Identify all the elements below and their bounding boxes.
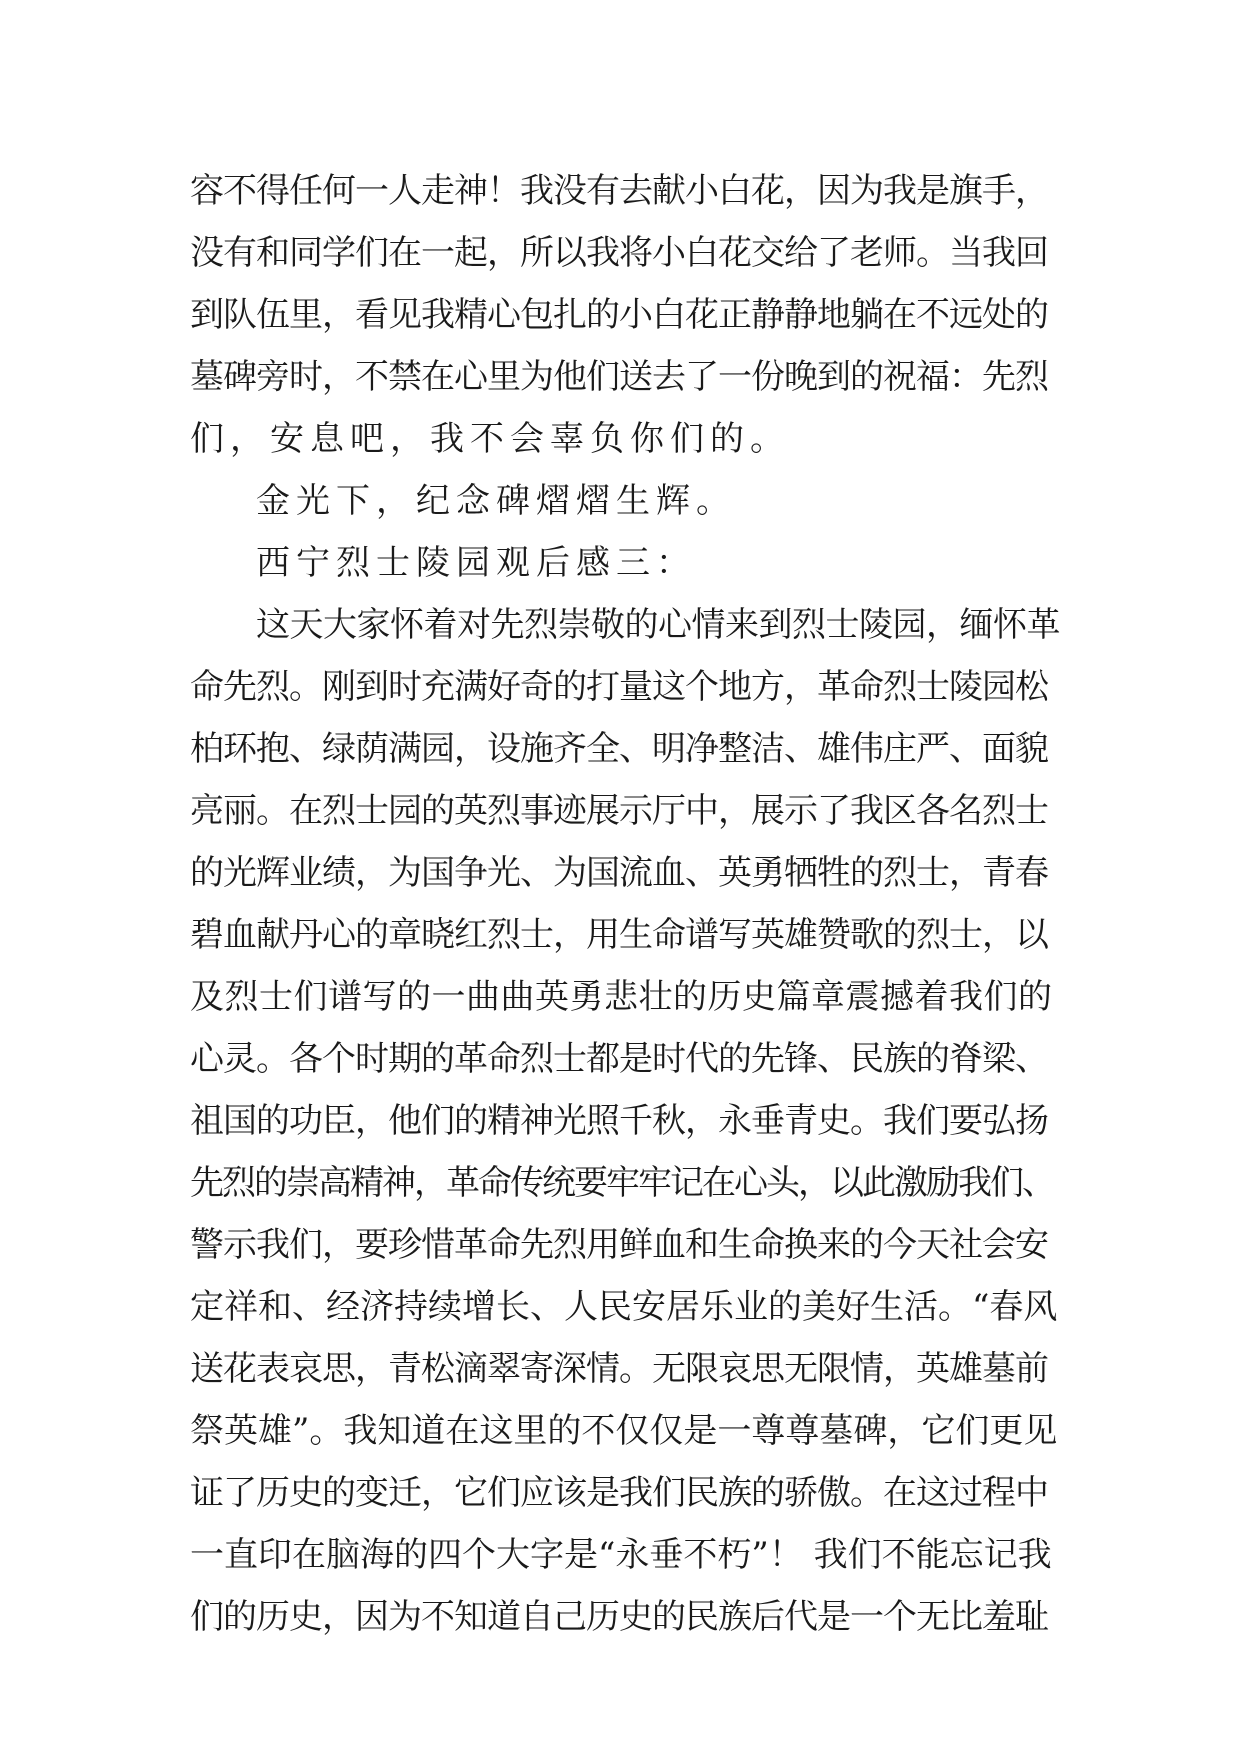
text-line: 先烈的崇高精神，革命传统要牢牢记在心头，以此激励我们、 — [190, 1163, 1054, 1203]
text-line: 碧血献丹心的章晓红烈士，用生命谱写英雄赞歌的烈士，以 — [190, 915, 1048, 955]
text-line: 及烈士们谱写的一曲曲英勇悲壮的历史篇章震撼着我们的 — [190, 977, 1053, 1017]
text-line: 没有和同学们在一起，所以我将小白花交给了老师。当我回 — [190, 233, 1048, 273]
text-line: 送花表哀思，青松滴翠寄深情。无限哀思无限情，英雄墓前 — [190, 1349, 1048, 1389]
text-line: 祭英雄”。我知道在这里的不仅仅是一尊尊墓碑，它们更见 — [190, 1411, 1058, 1451]
text-line: 金光下，纪念碑熠熠生辉。 — [256, 481, 736, 521]
text-line: 定祥和、经济持续增长、人民安居乐业的美好生活。“春风 — [190, 1287, 1058, 1327]
text-line: 命先烈。刚到时充满好奇的打量这个地方，革命烈士陵园松 — [190, 667, 1048, 707]
text-line: 这天大家怀着对先烈崇敬的心情来到烈士陵园，缅怀革 — [256, 605, 1060, 645]
text-line: 祖国的功臣，他们的精神光照千秋，永垂青史。我们要弘扬 — [190, 1101, 1048, 1141]
text-line: 们的历史，因为不知道自己历史的民族后代是一个无比羞耻 — [190, 1597, 1048, 1637]
text-line: 容不得任何一人走神！我没有去献小白花，因为我是旗手， — [190, 171, 1048, 211]
document-body — [190, 160, 1060, 1648]
text-line: 一直印在脑海的四个大字是“永垂不朽”！ 我们不能忘记我 — [190, 1535, 1052, 1575]
text-line: 墓碑旁时，不禁在心里为他们送去了一份晚到的祝福：先烈 — [190, 357, 1048, 397]
text-line: 到队伍里，看见我精心包扎的小白花正静静地躺在不远处的 — [190, 295, 1048, 335]
text-line: 们，安息吧，我不会辜负你们的。 — [190, 419, 790, 459]
text-line: 警示我们，要珍惜革命先烈用鲜血和生命换来的今天社会安 — [190, 1225, 1048, 1265]
text-line: 的光辉业绩，为国争光、为国流血、英勇牺牲的烈士，青春 — [190, 853, 1048, 893]
text-line: 亮丽。在烈士园的英烈事迹展示厅中，展示了我区各名烈士 — [190, 791, 1048, 831]
text-line: 心灵。各个时期的革命烈士都是时代的先锋、民族的脊梁、 — [190, 1039, 1048, 1079]
text-line: 证了历史的变迁，它们应该是我们民族的骄傲。在这过程中 — [190, 1473, 1048, 1513]
text-line: 柏环抱、绿荫满园，设施齐全、明净整洁、雄伟庄严、面貌 — [190, 729, 1048, 769]
section-heading: 西宁烈士陵园观后感三： — [256, 543, 696, 583]
